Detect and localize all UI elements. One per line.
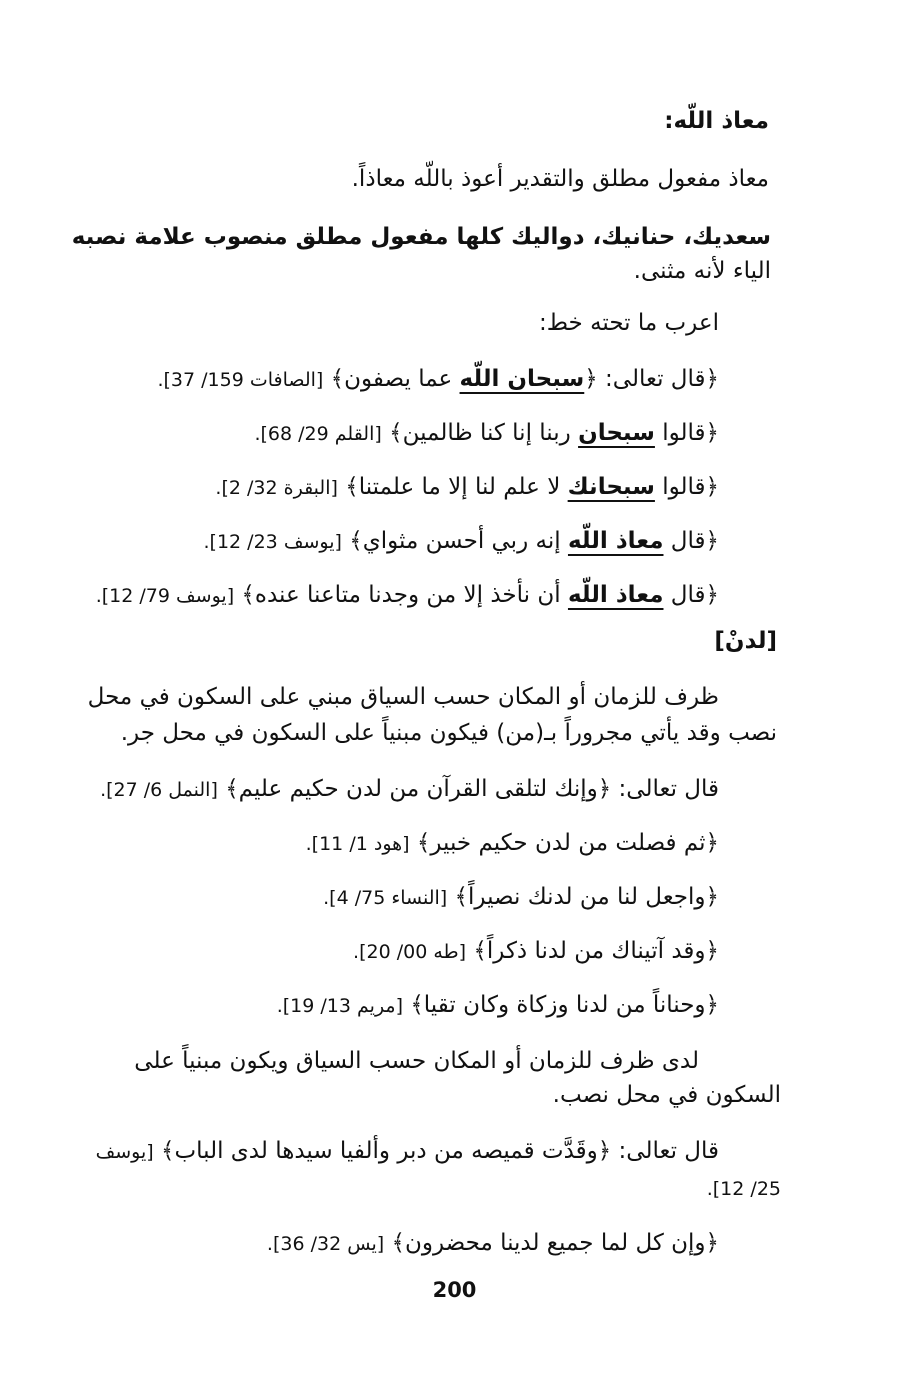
exercise-1-pre: ﴿قال تعالى: ﴿ bbox=[584, 366, 719, 392]
quote-ladun-5 bbox=[277, 988, 719, 1023]
exercise-3-underlined: سبحانك bbox=[567, 474, 655, 500]
exercise-5-pre: ﴿قال bbox=[663, 582, 719, 608]
heading-maadh-allah: معاذ اللّه: bbox=[664, 108, 769, 134]
exercise-1-post: عما يصفون﴾ bbox=[323, 366, 460, 392]
quote-1-reference: [النمل 6/ 27]. bbox=[100, 779, 218, 801]
quote-5-text: ﴿وحناناً من لدنا وزكاة وكان تقيا﴾ bbox=[403, 992, 719, 1018]
quote-ladun-1 bbox=[100, 772, 719, 807]
exercise-5-reference: [يوسف 79/ 12]. bbox=[95, 585, 235, 607]
quote-lada-1-line-2: 25/ 12]. bbox=[706, 1178, 781, 1200]
exercise-2-underlined: سبحان bbox=[578, 420, 655, 446]
exercise-2-post: ربنا إنا كنا ظالمين﴾ bbox=[381, 420, 579, 446]
paragraph-saadayk-line-1: سعديك، حنانيك، دواليك كلها مفعول مطلق منصوب علامة نصبه bbox=[71, 224, 771, 250]
exercise-4-underlined: معاذ اللّه bbox=[567, 528, 664, 554]
quote-1-text: قال تعالى: ﴿وإنك لتلقى القرآن من لدن حكيم عليم﴾ bbox=[217, 776, 719, 802]
exercise-4-pre: ﴿قال bbox=[663, 528, 719, 554]
exercise-item-3 bbox=[215, 470, 719, 505]
quote-ladun-3 bbox=[323, 880, 719, 915]
quote-6-reference: [يوسف bbox=[95, 1141, 154, 1163]
exercise-5-post: أن نأخذ إلا من وجدنا متاعنا عنده﴾ bbox=[234, 582, 568, 608]
exercise-3-post: لا علم لنا إلا ما علمتنا﴾ bbox=[337, 474, 568, 500]
exercise-4-post: إنه ربي أحسن مثواي﴾ bbox=[341, 528, 568, 554]
quote-ladun-4 bbox=[353, 934, 719, 969]
exercise-2-pre: ﴿قالوا bbox=[654, 420, 719, 446]
quote-3-reference: [النساء 75/ 4]. bbox=[323, 887, 448, 909]
heading-ladun: [لدنْ] bbox=[714, 628, 777, 654]
quote-7-text: ﴿وإن كل لما جميع لدينا محضرون﴾ bbox=[384, 1230, 719, 1256]
paragraph-maadh-explanation: معاذ مفعول مطلق والتقدير أعوذ باللّه معاذاً. bbox=[351, 166, 769, 192]
quote-2-reference: [هود 1/ 11]. bbox=[305, 833, 410, 855]
quote-3-text: ﴿واجعل لنا من لدنك نصيراً﴾ bbox=[447, 884, 719, 910]
quote-ladun-2 bbox=[306, 826, 719, 861]
exercise-4-reference: [يوسف 23/ 12]. bbox=[203, 531, 342, 553]
paragraph-ladun-line-1: ظرف للزمان أو المكان حسب السياق مبني على السكون في محل bbox=[87, 684, 719, 710]
exercise-5-underlined: معاذ اللّه bbox=[567, 582, 664, 608]
quote-7-reference: [يس 32/ 36]. bbox=[266, 1233, 385, 1255]
quote-lada-2 bbox=[267, 1226, 719, 1261]
quote-6-text: قال تعالى: ﴿وقَدَّت قميصه من دبر وألفيا سيدها لدى الباب﴾ bbox=[153, 1138, 719, 1164]
paragraph-lada-line-2: السكون في محل نصب. bbox=[552, 1082, 781, 1108]
exercise-1-reference: [الصافات 159/ 37]. bbox=[157, 369, 324, 391]
quote-5-reference: [مريم 13/ 19]. bbox=[276, 995, 404, 1017]
paragraph-ladun-line-2: نصب وقد يأتي مجروراً بـ(من) فيكون مبنياً على السكون في محل جر. bbox=[120, 720, 777, 746]
quote-4-reference: [طه 00/ 20]. bbox=[353, 941, 467, 963]
paragraph-lada-line-1: لدى ظرف للزمان أو المكان حسب السياق ويكون مبنياً على bbox=[134, 1048, 699, 1074]
exercise-item-4 bbox=[204, 524, 720, 559]
exercise-item-2 bbox=[254, 416, 719, 451]
exercise-item-1 bbox=[157, 362, 719, 397]
exercise-title: اعرب ما تحته خط: bbox=[538, 310, 719, 336]
quote-lada-1-line-1 bbox=[96, 1134, 719, 1169]
quote-4-text: ﴿وقد آتيناك من لدنا ذكراً﴾ bbox=[466, 938, 719, 964]
exercise-1-underlined: سبحان اللّه bbox=[459, 366, 585, 392]
quote-2-text: ﴿ثم فصلت من لدن حكيم خبير﴾ bbox=[409, 830, 719, 856]
paragraph-saadayk-line-2: الياء لأنه مثنى. bbox=[633, 258, 771, 284]
exercise-3-pre: ﴿قالوا bbox=[654, 474, 719, 500]
page-number: 200 bbox=[432, 1278, 477, 1302]
exercise-item-5 bbox=[96, 578, 719, 613]
exercise-3-reference: [البقرة 32/ 2]. bbox=[215, 477, 338, 499]
exercise-2-reference: [القلم 29/ 68]. bbox=[254, 423, 382, 445]
